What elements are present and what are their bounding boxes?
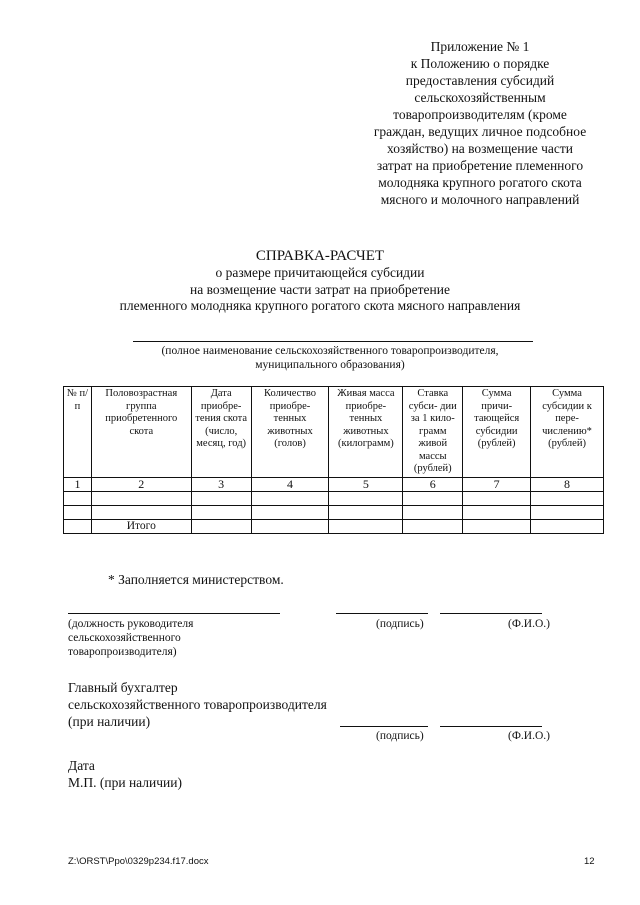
appendix-line: Приложение № 1 <box>430 39 530 54</box>
number-cell: 3 <box>191 477 251 491</box>
appendix-line: молодняка крупного рогатого скота <box>378 175 582 190</box>
table-cell[interactable] <box>64 491 92 505</box>
header-cell: Количество приобре- тенных животных (голов) <box>251 387 329 478</box>
table-row <box>64 491 604 505</box>
caption-line: сельскохозяйственного <box>68 632 181 644</box>
table-header-row <box>64 387 604 478</box>
header-cell: Ставка субси- дии за 1 кило- грамм живой массы (рублей) <box>403 387 463 478</box>
page-number: 12 <box>584 856 595 867</box>
calculation-table <box>63 386 604 534</box>
number-cell: 2 <box>91 477 191 491</box>
org-caption-line: муниципального образования) <box>255 358 405 371</box>
signature-caption: (подпись) <box>376 730 424 742</box>
table-cell[interactable] <box>329 491 403 505</box>
accountant-line: сельскохозяйственного товаропроизводителя <box>68 697 327 712</box>
accountant-line: Главный бухгалтер <box>68 680 178 695</box>
total-label: Итого <box>91 519 191 533</box>
header-cell: Сумма причи- тающейся субсидии (рублей) <box>463 387 531 478</box>
signature-caption: (подпись) <box>376 618 424 630</box>
signature-line <box>336 613 428 614</box>
appendix-line: предоставления субсидий <box>405 73 555 88</box>
number-cell: 4 <box>251 477 329 491</box>
appendix-line: сельскохозяйственным <box>414 90 546 105</box>
head-position-caption <box>68 617 193 659</box>
number-cell: 6 <box>403 477 463 491</box>
org-caption-line: (полное наименование сельскохозяйственного товаропроизводителя, <box>161 345 499 357</box>
table-cell[interactable] <box>251 505 329 519</box>
caption-line: (должность руководителя <box>68 618 194 630</box>
table-cell[interactable] <box>463 505 531 519</box>
fio-line <box>440 726 542 727</box>
number-cell: 1 <box>64 477 92 491</box>
org-name-caption <box>100 345 560 372</box>
table-cell[interactable] <box>403 519 463 533</box>
document-title: СПРАВКА-РАСЧЕТ <box>255 248 385 264</box>
document-title-block <box>40 247 600 315</box>
number-cell: 5 <box>329 477 403 491</box>
table-total-row <box>64 519 604 533</box>
fio-caption: (Ф.И.О.) <box>508 730 550 742</box>
table-cell[interactable] <box>463 491 531 505</box>
number-cell: 7 <box>463 477 531 491</box>
appendix-line: затрат на приобретение племенного <box>376 158 584 173</box>
stamp-label: М.П. (при наличии) <box>68 775 182 790</box>
appendix-line: товаропроизводителям (кроме <box>393 107 567 122</box>
document-subtitle-line: племенного молодняка крупного рогатого скота мясного направления <box>119 298 521 313</box>
table-cell[interactable] <box>329 505 403 519</box>
date-label: Дата <box>68 758 95 773</box>
table-cell[interactable] <box>531 491 604 505</box>
table-number-row <box>64 477 604 491</box>
appendix-line: к Положению о порядке <box>410 56 550 71</box>
accountant-line: (при наличии) <box>68 714 151 729</box>
table-cell[interactable] <box>463 519 531 533</box>
table-cell[interactable] <box>91 505 191 519</box>
table-cell[interactable] <box>251 491 329 505</box>
table-cell[interactable] <box>403 491 463 505</box>
appendix-line: мясного и молочного направлений <box>380 192 580 207</box>
number-cell: 8 <box>531 477 604 491</box>
header-cell: Дата приобре- тения скота (число, месяц, год) <box>191 387 251 478</box>
document-subtitle-line: на возмещение части затрат на приобретение <box>190 281 450 297</box>
table-cell[interactable] <box>191 491 251 505</box>
header-cell: Сумма субсидии к пере- числению* (рублей) <box>531 387 604 478</box>
fio-line <box>440 613 542 614</box>
header-cell: № п/п <box>64 387 92 478</box>
table-cell[interactable] <box>251 519 329 533</box>
caption-line: товаропроизводителя) <box>68 646 177 658</box>
table-cell[interactable] <box>531 505 604 519</box>
file-path: Z:\ORST\Ppo\0329p234.f17.docx <box>68 856 209 867</box>
table-cell[interactable] <box>403 505 463 519</box>
signature-line <box>340 726 428 727</box>
table-cell[interactable] <box>191 519 251 533</box>
header-cell: Живая масса приобре- тенных животных (килограмм) <box>329 387 403 478</box>
org-name-line <box>133 341 533 342</box>
position-line <box>68 613 280 614</box>
header-cell: Половозрастная группа приобретенного скота <box>91 387 191 478</box>
table-cell[interactable] <box>91 491 191 505</box>
document-subtitle-line: о размере причитающейся субсидии <box>215 265 425 280</box>
fio-caption: (Ф.И.О.) <box>508 618 550 630</box>
footnote: * Заполняется министерством. <box>108 572 284 587</box>
appendix-line: граждан, ведущих личное подсобное <box>373 124 587 139</box>
table-row <box>64 505 604 519</box>
table-cell[interactable] <box>531 519 604 533</box>
table-cell[interactable] <box>191 505 251 519</box>
table-cell[interactable] <box>64 505 92 519</box>
appendix-line: хозяйство) на возмещение части <box>387 141 573 156</box>
table-cell[interactable] <box>329 519 403 533</box>
appendix-header <box>340 38 620 208</box>
accountant-block <box>68 679 327 730</box>
table-cell <box>64 519 92 533</box>
